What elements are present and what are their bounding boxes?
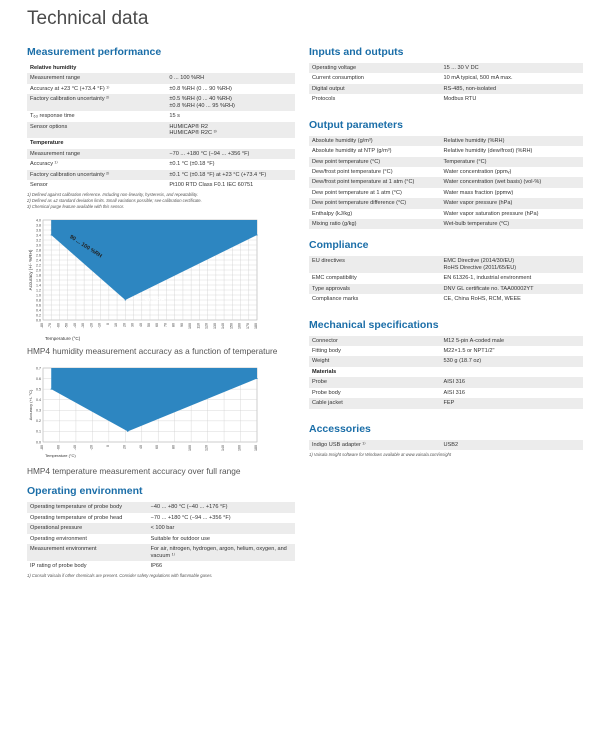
- y-tick-label: 2.0: [36, 267, 41, 272]
- x-tick-label: -80: [40, 322, 44, 328]
- data-point: [256, 234, 257, 235]
- spec-value: EMC Directive (2014/30/EU) RoHS Directive (2011/65/EU): [441, 256, 583, 273]
- spec-label: Indigo USB adapter ¹⁾: [309, 440, 441, 450]
- spec-row: [27, 170, 295, 180]
- spec-row: [309, 256, 583, 273]
- y-tick-label: 0.0: [36, 440, 41, 445]
- x-tick-label: 140: [221, 445, 226, 452]
- y-tick-label: 3.4: [36, 232, 41, 237]
- footnote: 1) Defined against calibration reference. Including non-linearity, hysteresis, and repeatability.: [27, 192, 198, 198]
- spec-row: [27, 159, 295, 169]
- spec-value: 15 ... 30 V DC: [441, 63, 583, 73]
- left-column: [27, 46, 295, 589]
- x-tick-label: -20: [89, 445, 94, 451]
- operating-section: [27, 485, 295, 579]
- right-column: [309, 46, 583, 468]
- x-tick-label: 110: [196, 322, 201, 329]
- x-tick-label: 130: [212, 322, 217, 329]
- spec-row: [27, 149, 295, 159]
- data-point: [125, 299, 126, 300]
- spec-label: Sensor options: [27, 122, 166, 139]
- spec-label: Probe body: [312, 389, 341, 396]
- series-label-high: 90 ... 100 %RH: [68, 233, 103, 259]
- y-tick-label: 2.2: [36, 262, 41, 267]
- y-tick-label: 0.7: [36, 366, 41, 371]
- y-tick-label: 1.2: [36, 287, 41, 292]
- x-tick-label: -10: [97, 322, 102, 328]
- spec-row: [27, 513, 295, 523]
- accessories-table: [309, 440, 583, 450]
- spec-label: Type approvals: [309, 284, 441, 294]
- compliance-section: [309, 239, 583, 304]
- spec-label: Mixing ratio (g/kg): [309, 219, 441, 229]
- y-tick-label: 0.6: [36, 377, 41, 382]
- spec-value: ±0.8 %RH (0 ... 90 %RH): [169, 85, 232, 92]
- spec-value: AISI 316: [441, 377, 583, 387]
- spec-row: [309, 73, 583, 83]
- spec-row: [309, 94, 583, 104]
- spec-row: [309, 136, 583, 146]
- spec-row: [309, 377, 583, 387]
- y-tick-label: 2.8: [36, 247, 41, 252]
- spec-label: Probe: [309, 377, 441, 387]
- x-tick-label: -60: [56, 445, 61, 451]
- spec-label: Operating temperature of probe head: [30, 514, 123, 521]
- y-tick-label: 1.8: [36, 272, 41, 277]
- spec-row: [27, 94, 295, 111]
- inputs-heading: Inputs and outputs: [309, 46, 404, 58]
- x-tick-label: 80: [171, 322, 176, 327]
- y-tick-label: 2.4: [36, 257, 41, 262]
- series-label-low: 0 ... 90 %RH: [133, 296, 165, 303]
- x-tick-label: 50: [147, 322, 151, 327]
- data-point: [51, 234, 52, 235]
- temperature-chart-caption: HMP4 temperature measurement accuracy over full range: [27, 466, 241, 477]
- spec-label: Accuracy ¹⁾: [30, 161, 58, 168]
- spec-label: T₆₃ response time: [30, 113, 75, 120]
- data-point: [127, 431, 128, 432]
- spec-row: [309, 273, 583, 283]
- temperature-accuracy-chart: [27, 364, 295, 464]
- data-point: [256, 378, 257, 379]
- spec-row: [27, 111, 295, 121]
- y-tick-label: 0.0: [36, 317, 41, 322]
- x-axis-label: Temperature (°C): [45, 453, 76, 459]
- x-tick-label: 170: [245, 322, 250, 329]
- spec-label: EU directives: [309, 256, 441, 273]
- x-tick-label: 150: [229, 322, 234, 329]
- y-tick-label: 3.2: [36, 237, 41, 242]
- spec-value: USB2: [441, 440, 583, 450]
- x-tick-label: 60: [155, 322, 160, 327]
- compliance-heading: Compliance: [309, 239, 369, 252]
- operating-footnote: 1) Consult Vaisala if other chemicals are present. Consider safety regulations with flammable gases.: [27, 573, 213, 579]
- spec-value: −70 ... +180 °C (−94 ... +356 °F): [150, 514, 231, 521]
- x-tick-label: 10: [114, 322, 119, 327]
- inputs-table: [309, 63, 583, 105]
- x-tick-label: -30: [81, 322, 86, 328]
- spec-label: Operating environment: [30, 535, 87, 542]
- spec-value: ±0.5 %RH (0 ... 40 %RH) ±0.8 %RH (40 ... 95 %RH): [166, 94, 295, 111]
- spec-label: Operating voltage: [309, 63, 441, 73]
- x-tick-label: 100: [188, 445, 193, 452]
- spec-value: EN 61326-1, industrial environment: [443, 275, 532, 282]
- spec-label: Fitting body: [312, 348, 341, 355]
- x-tick-label: 20: [122, 445, 127, 450]
- spec-row: [309, 284, 583, 294]
- spec-row: [309, 398, 583, 408]
- data-point: [51, 389, 52, 390]
- spec-value: RS-485, non-isolated: [441, 84, 583, 94]
- y-tick-label: 3.8: [36, 222, 41, 227]
- spec-value: 0 ... 100 %RH: [166, 73, 295, 83]
- spec-label: IP rating of probe body: [30, 562, 87, 569]
- y-axis-label: Accuracy (+/- °C): [28, 390, 33, 421]
- output-params-table: [309, 136, 583, 230]
- y-tick-label: 0.5: [36, 387, 41, 392]
- spec-row: [27, 84, 295, 94]
- spec-label: Weight: [309, 356, 441, 366]
- spec-row: [27, 523, 295, 533]
- spec-value: −70 ... +180 °C (−94 ... +356 °F): [166, 149, 295, 159]
- materials-header: Materials: [309, 367, 583, 377]
- x-tick-label: -40: [72, 322, 77, 328]
- spec-label: Dew/frost point temperature (°C): [312, 168, 393, 175]
- inputs-section: [309, 46, 583, 105]
- spec-value: −40 ... +80 °C (−40 ... +176 °F): [148, 502, 295, 512]
- spec-value: Pt100 RTD Class F0.1 IEC 60751: [169, 182, 254, 189]
- x-tick-label: 30: [130, 322, 135, 327]
- humidity-accuracy-chart: [27, 216, 295, 344]
- y-tick-label: 1.0: [36, 292, 41, 297]
- spec-row: [309, 177, 583, 187]
- spec-value: Water vapor saturation pressure (hPa): [443, 210, 539, 217]
- spec-label: Connector: [309, 336, 441, 346]
- y-tick-label: 0.3: [36, 409, 41, 414]
- y-tick-label: 4.0: [36, 217, 41, 222]
- spec-row: [309, 388, 583, 398]
- spec-value: Suitable for outdoor use: [150, 535, 210, 542]
- rh-header: Relative humidity: [27, 63, 295, 73]
- spec-value: M12 5-pin A-coded male: [441, 336, 583, 346]
- spec-value: 15 s: [169, 113, 180, 120]
- x-tick-label: 60: [155, 445, 160, 450]
- spec-value: IP66: [150, 562, 163, 569]
- spec-row: [309, 84, 583, 94]
- x-tick-label: 80: [171, 445, 176, 450]
- x-tick-label: 120: [204, 322, 209, 329]
- spec-value: < 100 bar: [148, 523, 295, 533]
- x-tick-label: 0: [105, 445, 110, 448]
- x-tick-label: 180: [254, 445, 258, 452]
- x-tick-label: -40: [72, 445, 77, 451]
- spec-value: ±0.1 °C (±0.18 °F) at +23 °C (+73.4 °F): [166, 170, 295, 180]
- humidity-chart-caption: HMP4 humidity measurement accuracy as a function of temperature: [27, 345, 278, 356]
- spec-value: 10 mA typical, 500 mA max.: [443, 75, 513, 82]
- x-tick-label: -50: [64, 322, 69, 328]
- spec-value: For air, nitrogen, hydrogen, argon, helium, oxygen, and vacuum ¹⁾: [148, 544, 295, 561]
- spec-row: [27, 544, 295, 561]
- spec-label: Dew point temperature at 1 atm (°C): [312, 189, 402, 196]
- spec-label: Absolute humidity at NTP (g/m³): [312, 148, 392, 155]
- y-tick-label: 0.4: [36, 398, 41, 403]
- y-tick-label: 1.6: [36, 277, 41, 282]
- spec-label: Dew point temperature (°C): [309, 157, 441, 167]
- x-tick-label: -80: [40, 445, 44, 451]
- spec-row: [309, 157, 583, 167]
- measurement-table: [27, 63, 295, 138]
- accessories-section: [309, 423, 583, 458]
- spec-label: Factory calibration uncertainty ²⁾: [27, 170, 166, 180]
- y-tick-label: 2.6: [36, 252, 41, 257]
- spec-row: [309, 167, 583, 177]
- spec-value: 530 g (18.7 oz): [441, 356, 583, 366]
- operating-table: [27, 502, 295, 571]
- spec-label: Protocols: [312, 96, 336, 103]
- spec-label: Current consumption: [312, 75, 364, 82]
- y-tick-label: 0.2: [36, 419, 41, 424]
- spec-row: [309, 188, 583, 198]
- y-tick-label: 1.4: [36, 282, 41, 287]
- spec-label: Digital output: [309, 84, 441, 94]
- y-tick-label: 3.6: [36, 227, 41, 232]
- spec-label: Factory calibration uncertainty ²⁾: [27, 94, 166, 111]
- spec-label: Dew/frost point temperature at 1 atm (°C): [309, 177, 441, 187]
- output-params-heading: Output parameters: [309, 118, 403, 131]
- spec-label: Compliance marks: [312, 296, 359, 303]
- spec-value: AISI 316: [443, 389, 465, 396]
- x-tick-label: 160: [237, 445, 242, 452]
- measurement-heading: Measurement performance: [27, 46, 162, 58]
- mechanical-table: [309, 336, 583, 409]
- spec-label: Operational pressure: [27, 523, 148, 533]
- x-tick-label: 0: [105, 322, 110, 325]
- spec-row: [309, 209, 583, 219]
- spec-value: ±0.1 °C (±0.18 °F): [169, 161, 215, 168]
- y-tick-label: 3.0: [36, 242, 41, 247]
- spec-value: Modbus RTU: [443, 96, 477, 103]
- y-tick-label: 0.4: [36, 307, 41, 312]
- spec-row: [27, 502, 295, 512]
- spec-label: Enthalpy (kJ/kg): [312, 210, 353, 217]
- spec-row: [27, 122, 295, 139]
- spec-row: [27, 534, 295, 544]
- y-tick-label: 0.1: [36, 430, 41, 435]
- temp-header: Temperature: [27, 138, 295, 148]
- y-tick-label: 0.8: [36, 297, 41, 302]
- spec-row: [309, 356, 583, 366]
- x-tick-label: 40: [138, 322, 143, 327]
- spec-value: Relative humidity (%RH): [441, 136, 583, 146]
- y-tick-label: 0.6: [36, 302, 41, 307]
- spec-value: Water mass fraction (ppmw): [443, 189, 514, 196]
- spec-label: Cable jacket: [309, 398, 441, 408]
- footnote: 3) Chemical purge feature available with this sensor.: [27, 203, 125, 209]
- footnote: 2) Defined as ±2 standard deviation limits. Small variations possible; see calibration certificate.: [27, 198, 202, 204]
- mechanical-section: [309, 319, 583, 409]
- spec-row: [27, 561, 295, 571]
- spec-row: [27, 180, 295, 190]
- x-tick-label: 140: [221, 322, 226, 329]
- spec-row: [309, 63, 583, 73]
- y-axis-label: Accuracy (+/- %RH): [28, 249, 33, 290]
- spec-value: DNV GL certificate no. TAA00002YT: [441, 284, 583, 294]
- operating-heading: Operating environment: [27, 485, 143, 498]
- spec-row: [27, 73, 295, 83]
- spec-label: Operating temperature of probe body: [27, 502, 148, 512]
- measurement-section: [27, 46, 295, 210]
- spec-label: Measurement range: [27, 149, 166, 159]
- spec-value: FEP: [441, 398, 583, 408]
- spec-row: [309, 440, 583, 450]
- spec-value: Temperature (°C): [441, 157, 583, 167]
- spec-row: [309, 219, 583, 229]
- x-tick-label: 120: [204, 445, 209, 452]
- spec-value: M22×1.5 or NPT1/2": [443, 348, 495, 355]
- spec-label: Sensor: [30, 182, 48, 189]
- page-title: Technical data: [27, 8, 149, 29]
- x-tick-label: 90: [179, 322, 184, 327]
- x-tick-label: 70: [163, 322, 168, 327]
- x-tick-label: 180: [254, 322, 258, 329]
- spec-row: [309, 198, 583, 208]
- spec-value: Wet-bulb temperature (°C): [441, 219, 583, 229]
- spec-value: Water concentration (wet basis) (vol-%): [441, 177, 583, 187]
- y-tick-label: 0.2: [36, 312, 41, 317]
- x-tick-label: -70: [48, 322, 53, 328]
- mechanical-heading: Mechanical specifications: [309, 318, 439, 331]
- spec-row: [309, 346, 583, 356]
- x-tick-label: 20: [122, 322, 127, 327]
- spec-label: Measurement range: [27, 73, 166, 83]
- temperature-table: [27, 138, 295, 190]
- x-tick-label: 100: [188, 322, 193, 329]
- spec-label: Dew point temperature difference (°C): [309, 198, 441, 208]
- spec-row: [309, 336, 583, 346]
- spec-value: Water concentration (ppmᵥ): [443, 168, 512, 175]
- spec-label: EMC compatibility: [312, 275, 357, 282]
- spec-value: Water vapor pressure (hPa): [441, 198, 583, 208]
- spec-value: HUMICAP® R2 HUMICAP® R2C ³⁾: [166, 122, 295, 139]
- x-tick-label: -60: [56, 322, 61, 328]
- accessories-footnote: 1) Vaisala Insight software for Windows available at www.vaisala.com/insight: [309, 451, 452, 457]
- output-params-section: [309, 119, 583, 230]
- spec-label: Absolute humidity (g/m³): [309, 136, 441, 146]
- x-tick-label: 160: [237, 322, 242, 329]
- spec-row: [309, 294, 583, 304]
- spec-label: Measurement environment: [27, 544, 148, 561]
- x-tick-label: -20: [89, 322, 94, 328]
- measurement-footnotes: [27, 192, 295, 209]
- compliance-table: [309, 256, 583, 304]
- x-axis-label: Temperature (°C): [45, 335, 81, 341]
- spec-row: [309, 146, 583, 156]
- spec-label: Accuracy at +23 °C (+73.4 °F) ¹⁾: [30, 85, 110, 92]
- accessories-heading: Accessories: [309, 422, 371, 435]
- x-tick-label: 40: [138, 445, 143, 450]
- spec-value: CE, China RoHS, RCM, WEEE: [443, 296, 521, 303]
- spec-value: Relative humidity (dew/frost) (%RH): [443, 148, 533, 155]
